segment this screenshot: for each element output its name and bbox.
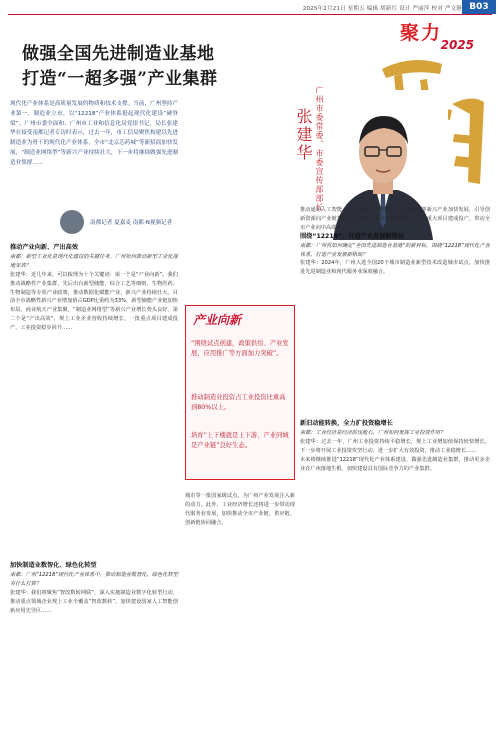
header-divider	[8, 14, 492, 15]
section-3-question: 南都：广州将如何确定“全国先进制造业基地”的新目标，围绕“12218”现代化产业体系，打造产业发展新格局？	[300, 242, 490, 258]
section-2-question: 南都：广州“12218”现代化产业体系中，推动制造业数智化、绿色化转型有什么打算？	[10, 571, 178, 587]
quote-bullet: 推动制造业投资占工业投资比重高到80%以上。	[191, 394, 286, 411]
headline	[22, 42, 322, 92]
page-number: B03	[462, 0, 496, 14]
quote-box	[185, 305, 295, 480]
column-1-bottom	[10, 562, 178, 615]
section-2-body: 张建华：我们将聚焦“智改数转网联”，深入实施制造业数字化转型行动，推动重点领域企业规上工业全覆盖“智改数转”，加快建设国家人工智能创新应用先导区……	[10, 589, 178, 614]
header-info: 2025年2月21日 星期五 编辑 胡新红 设计 严丽萍 校对 严文静	[302, 6, 462, 12]
column-3-bottom	[300, 420, 490, 473]
section-4-body: 张建华：过去一年，广州工业投资持续平稳增长，规上工业增加值保持较快增长。下一步将开展工业投资攻坚行动，进一步扩大有效投资，推动工业稳增长……	[300, 438, 490, 454]
quote-box-title: 产业向新	[193, 313, 242, 327]
section-3-heading: 围绕“12218”，打造产业发展新格局	[300, 232, 404, 240]
column-2-body: 城市等一批国家级试点，为广州产业发展注入新的动力。此外，工业经济增长还将进一步带动现代服务业发展，加快推动全市产业链、供应链、创新链协同融合。	[185, 493, 295, 526]
reporter-avatar	[60, 210, 84, 234]
intro-paragraph: 现代化产业体系是高质量发展的物质和技术支撑。当前，广州坚持产业第一、制造业立市，以“12218”产业体系挺起现代化建设“硬脊梁”。广州市委全面和，广州市工业和信息化局党组书记、局长张建华在接受南都记者专访时表示，过去一年，市工信局聚焦构建以先进制造业为骨干的现代化产业体系，全市“北京芯药城”等新招商加快发展，“制造业网络型”等新兴产业持续壮大，下一步将继续做强先进制造业集群……	[10, 101, 179, 166]
headline-line-1: 做强全国先进制造业基地	[22, 44, 215, 64]
column-3	[300, 206, 490, 277]
column-2	[185, 492, 295, 528]
section-3-body: 张建华：2024年，广州入选全国20个城市制造业新型技术改造城市试点，加快推进先进制造业和现代服务业深度融合。	[300, 260, 490, 276]
column-3b-body: 未来将继续推进“12218”现代化产业体系建设，做强先进制造业集群，推动更多企业在广州落地生根，加快建设具有国际竞争力的产业集群。	[300, 456, 490, 472]
interviewee-title: 广州市委常委、市委宣传部部长	[315, 86, 324, 212]
reporter-credit	[60, 210, 173, 234]
section-1-question: 南都：新型工业化是现代化建设的关键任务。广州如何推动新型工业化落地见效？	[10, 253, 178, 269]
section-1-body: 张建华：近几年来，可以梳理为十个关键词：第一个是“产业向新”。我们推动战略性产业集群，先后出台新型储能、综合工艺等细则，生物医药、生物制造等专项产业政策，推动数据化赋能产业，新兴产业持续壮大。目前全市战略性新兴产业增加值占GDP比重约为33%，新型储能产业链加快布局，商业航天产业集聚，“制造业网络型”等新兴产业增长势头良好。第二个是“产出高效”，规上工业企业营收持续增长，一批重点项目建成投产，工业投资稳步回升……	[10, 271, 178, 332]
reporter-label: 南都记者 夏嘉麦 南都·N视频记者	[90, 220, 173, 226]
brand-year: 2025	[440, 38, 474, 52]
headline-line-2: 打造“一超多强”产业集群	[22, 69, 218, 89]
section-1-heading: 推动产业向新、产出高效	[10, 244, 79, 251]
brand-main: 聚力	[400, 22, 443, 44]
section-4-heading: 新旧动能转换，全力扩投资稳增长	[300, 420, 393, 427]
section-2-heading: 加快制造业数智化、绿色化转型	[10, 562, 97, 569]
column-3-body: 推动通用人工智能、低空经济、商业航天、新型储能等新兴产业加快发展，引导创新资源向产业链集聚。全市规上工业增加值增长，一批重大项目建成投产，带动全市产业向中高端迈进。	[300, 207, 490, 231]
quote-bullet: 培育“上下楼就是上下游、产业同城是产业链”良好生态。	[191, 432, 289, 449]
section-4-question: 南都：工业经济是经济的压舱石，广州如何发挥工业投资作用？	[300, 429, 446, 436]
quote-bullet: “围绕试点创建，政策供给、产业发展、应用推广等方面加力突破”。	[191, 340, 289, 357]
interviewee-name: 张建华	[294, 108, 313, 162]
column-1	[10, 244, 178, 333]
